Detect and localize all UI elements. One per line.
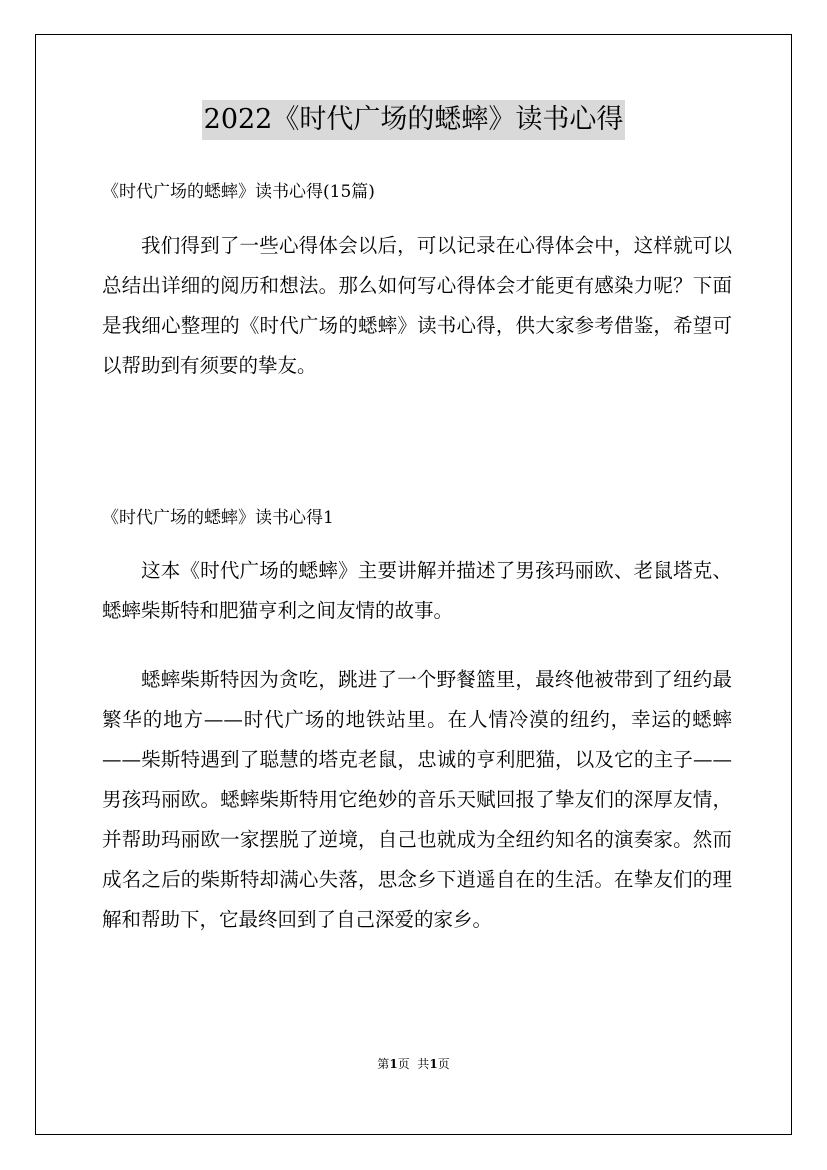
footer-prefix: 第 bbox=[377, 1057, 390, 1071]
footer-page-current: 1 bbox=[389, 1057, 398, 1071]
page-footer bbox=[0, 1054, 827, 1074]
intro-paragraph: 我们得到了一些心得体会以后，可以记录在心得体会中，这样就可以总结出详细的阅历和想法。那么如何写心得体会才能更有感染力呢？下面是我细心整理的《时代广场的蟋蟀》读书心得，供大家参考借鉴，希望可以帮助到有须要的挚友。 bbox=[102, 234, 732, 377]
document-title: 2022《时代广场的蟋蟀》读书心得 bbox=[202, 100, 626, 140]
title-wrapper bbox=[0, 100, 827, 140]
body-paragraph-1: 这本《时代广场的蟋蟀》主要讲解并描述了男孩玛丽欧、老鼠塔克、蟋蟀柴斯特和肥猫亨利之间友情的故事。 bbox=[102, 559, 732, 622]
body-paragraph-2: 蟋蟀柴斯特因为贪吃，跳进了一个野餐篮里，最终他被带到了纽约最繁华的地方——时代广场的地铁站里。在人情冷漠的纽约，幸运的蟋蟀——柴斯特遇到了聪慧的塔克老鼠，忠诚的亨利肥猫，以及它的主子——男孩玛丽欧。蟋蟀柴斯特用它绝妙的音乐天赋回报了挚友们的深厚友情，并帮助玛丽欧一家摆脱了逆境，自己也就成为全纽约知名的演奏家。然而成名之后的柴斯特却满心失落，思念乡下逍遥自在的生活。在挚友们的理解和帮助下，它最终回到了自己深爱的家乡。 bbox=[102, 668, 732, 931]
footer-page-total: 1 bbox=[429, 1057, 438, 1071]
document-subtitle: 《时代广场的蟋蟀》读书心得(15篇) bbox=[102, 182, 375, 202]
footer-mid: 页 共 bbox=[397, 1057, 430, 1071]
section-title: 《时代广场的蟋蟀》读书心得1 bbox=[102, 508, 334, 528]
footer-suffix: 页 bbox=[437, 1057, 450, 1071]
